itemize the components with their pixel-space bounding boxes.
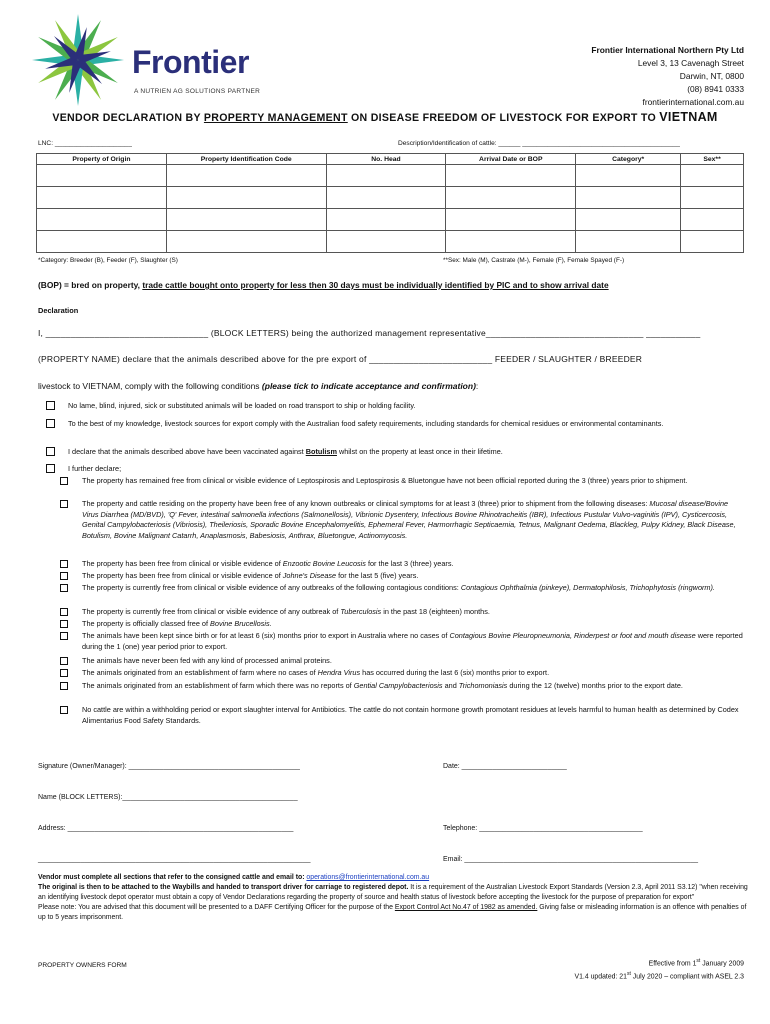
condition-checkbox[interactable] (46, 464, 55, 473)
sub-condition-checkbox[interactable] (60, 620, 68, 628)
header-no-head: No. Head (326, 154, 446, 165)
lnc-field[interactable]: LNC: _____________________ (38, 140, 132, 147)
condition-checkbox[interactable] (46, 419, 55, 428)
sub-condition-checkbox[interactable] (60, 682, 68, 690)
table-cell[interactable] (37, 231, 167, 253)
address-line-2-field[interactable]: ______________________________________________________________________ (38, 856, 311, 863)
bop-note: (BOP) = bred on property, trade cattle bought onto property for less then 30 days must be individually identified by PIC and to show arrival date (38, 280, 609, 290)
table-row (37, 187, 744, 209)
email-field[interactable]: Email: ____________________________________________________________ (443, 856, 698, 863)
condition-item: I declare that the animals described above have been vaccinated against Botulism whilst on the property at least once in their lifetime. (46, 447, 746, 458)
table-row (37, 165, 744, 187)
table-cell[interactable] (37, 187, 167, 209)
table-cell[interactable] (576, 187, 681, 209)
table-cell[interactable] (681, 209, 744, 231)
table-cell[interactable] (166, 165, 326, 187)
logo-tagline: A NUTRIEN AG SOLUTIONS PARTNER (134, 88, 261, 95)
sub-condition-checkbox[interactable] (60, 608, 68, 616)
sub-condition-checkbox[interactable] (60, 657, 68, 665)
table-cell[interactable] (576, 209, 681, 231)
table-cell[interactable] (446, 187, 576, 209)
sub-condition-checkbox[interactable] (60, 477, 68, 485)
table-cell[interactable] (326, 187, 446, 209)
version-updated: V1.4 updated: 21st July 2020 – compliant with ASEL 2.3 (574, 971, 744, 981)
table-row (37, 231, 744, 253)
declaration-heading: Declaration (38, 306, 79, 315)
sub-condition-checkbox[interactable] (60, 584, 68, 592)
document-title: VENDOR DECLARATION BY PROPERTY MANAGEMENT ON DISEASE FREEDOM OF LIVESTOCK FOR EXPORT TO VIETNAM (52, 110, 718, 124)
email-instruction: Vendor must complete all sections that refer to the consigned cattle and email to: operations@frontierinternational.com.au (38, 874, 430, 881)
company-phone: (08) 8941 0333 (687, 84, 744, 94)
table-cell[interactable] (446, 209, 576, 231)
telephone-field[interactable]: Telephone: __________________________________________ (443, 825, 643, 832)
condition-item: No lame, blind, injured, sick or substituted animals will be loaded on road transport to ship or holding facility. (46, 401, 746, 412)
sub-condition-checkbox[interactable] (60, 500, 68, 508)
table-cell[interactable] (326, 165, 446, 187)
sub-condition-item: The property has been free from clinical or visible evidence of Johne's Disease for the last 5 (five) years. (60, 571, 746, 582)
table-cell[interactable] (576, 165, 681, 187)
operations-email-link[interactable]: operations@frontierinternational.com.au (306, 874, 430, 881)
table-cell[interactable] (326, 209, 446, 231)
sub-condition-item: No cattle are within a withholding period or export slaughter interval for Antibiotics. The cattle do not contain hormone growth promotant residues at levels harmful to human health as determined by Codex Alimentarius Food Safety Standards. (60, 705, 746, 726)
sub-condition-item: The animals originated from an establishment of farm where no cases of Hendra Virus has occurred during the last 6 (six) months prior to export. (60, 668, 746, 679)
company-address (591, 44, 744, 109)
address-line: Darwin, NT, 0800 (679, 71, 744, 81)
table-cell[interactable] (37, 165, 167, 187)
sub-condition-item: The property has been free from clinical or visible evidence of Enzootic Bovine Leucosis for the last 3 (three) years. (60, 559, 746, 570)
address-line: Level 3, 13 Cavenagh Street (637, 58, 744, 68)
header-category: Category* (576, 154, 681, 165)
table-cell[interactable] (37, 209, 167, 231)
sub-condition-checkbox[interactable] (60, 632, 68, 640)
table-cell[interactable] (681, 231, 744, 253)
sub-condition-item: The property and cattle residing on the property have been free of any known outbreaks or clinical symptoms for at least 3 (three) prior to shipment from the following diseases: Mucosal disease/Bovine Virus Diarrhea (MD/BVD), 'Q' Fever, intestinal salmonella infections (Salmonellosis), Vibrionic Dysentery, Infectious Bovine Rhinotracheitis (IBR), Infectious Pustular Vulvo-vaginitis (IPV), Cysticercosis, Genital Campylobacteriosis (Vibriosis), Theileriosis, Sporadic Bovine Encephalomyelitis, Ephemeral Fever, Harmorrhagic Septicaemia, Tetnus, Malignant Oedema, Blackleg, Pulpy Kidney, Black Disease, Botulism, Bovine Malignant Catarrh, Anaplasmosis, Babesiosis, Anthrax, Bluetongue, Actinomycosis. (60, 499, 746, 541)
header-arrival-date: Arrival Date or BOP (446, 154, 576, 165)
sub-condition-item: The animals have never been fed with any kind of processed animal proteins. (60, 656, 746, 667)
sub-condition-checkbox[interactable] (60, 560, 68, 568)
sub-condition-item: The property is currently free from clinical or visible evidence of any outbreak of Tuberculosis in the past 18 (eighteen) months. (60, 607, 746, 618)
table-row (37, 209, 744, 231)
table-header-row (37, 154, 744, 165)
effective-date: Effective from 1st January 2009 (648, 958, 744, 968)
company-website: frontierinternational.com.au (642, 97, 744, 107)
frontier-logo (28, 10, 278, 110)
condition-item: I further declare; (46, 464, 746, 475)
waybill-instruction: The original is then to be attached to the Waybills and handed to transport driver for carriage to registered depot. It is a requirement of the Australian Livestock Export Standards (Version 2.3, April 2011 S3.12) "when receiving an identifying livestock depot operator must obtain a copy of Vendor Declarations regarding the property of source and health status of livestock before accepting the livestock for the purpose of preparation for export" (38, 884, 748, 901)
sex-note: **Sex: Male (M), Castrate (M-), Female (F), Female Spayed (F-) (443, 257, 625, 264)
frontier-star-icon (28, 10, 128, 110)
version-info (574, 956, 744, 983)
sub-condition-item: The property is officially classed free of Bovine Brucellosis. (60, 619, 746, 630)
category-note: *Category: Breeder (B), Feeder (F), Slaughter (S) (38, 257, 178, 264)
sub-condition-item: The property has remained free from clinical or visible evidence of Leptospirosis and Leptospirosis & Bluetongue have not been official reported during the 3 (three) years prior to shipment. (60, 476, 746, 487)
sub-condition-checkbox[interactable] (60, 706, 68, 714)
table-cell[interactable] (681, 165, 744, 187)
date-field[interactable]: Date: ___________________________ (443, 763, 567, 770)
name-field[interactable]: Name (BLOCK LETTERS):_____________________________________________ (38, 794, 298, 801)
table-cell[interactable] (166, 209, 326, 231)
condition-checkbox[interactable] (46, 401, 55, 410)
table-cell[interactable] (326, 231, 446, 253)
company-name: Frontier International Northern Pty Ltd (591, 45, 744, 55)
cattle-description-field[interactable]: Description/Identification of cattle: ______ ___________________________________________ (398, 140, 680, 147)
table-cell[interactable] (576, 231, 681, 253)
sub-condition-checkbox[interactable] (60, 669, 68, 677)
property-table (36, 153, 744, 253)
header-property-of-origin: Property of Origin (37, 154, 167, 165)
table-cell[interactable] (446, 231, 576, 253)
sub-condition-item: The animals have been kept since birth or for at least 6 (six) months prior to export in Australia where no cases of Contagious Bovine Pleuropneumonia, Rinderpest or foot and mouth disease were reported during the 1 (one) year period prior to export. (60, 631, 746, 652)
legal-notice: Please note: You are advised that this document will be presented to a DAFF Certifying Officer for the purpose of the Export Control Act No.47 of 1982 as amended. Giving false or misleading information is an offence with penalties of up to 5 years imprisonment. (38, 904, 747, 921)
sub-condition-item: The property is currently free from clinical or visible evidence of any outbreaks of the following contagious conditions: Contagious Ophthalmia (pinkeye), Dermatophilosis, Trichophytosis (ringworm). (60, 583, 746, 594)
sub-condition-item: The animals originated from an establishment of farm which there was no reports of Gential Campylobacteriosis and Trichomoniasis during the 12 (twelve) months prior to the export date. (60, 681, 746, 692)
form-name: PROPERTY OWNERS FORM (38, 962, 127, 969)
table-cell[interactable] (681, 187, 744, 209)
table-cell[interactable] (166, 187, 326, 209)
table-cell[interactable] (446, 165, 576, 187)
signature-field[interactable]: Signature (Owner/Manager): ____________________________________________ (38, 763, 300, 770)
logo-wordmark: Frontier (132, 44, 249, 80)
declaration-name-line[interactable]: I, _________________________________ (BLOCK LETTERS) being the authorized management representative________________________________ ___________ (38, 328, 701, 338)
declaration-property-line[interactable]: (PROPERTY NAME) declare that the animals described above for the pre export of _________________________ FEEDER / SLAUGHTER / BREEDER (38, 354, 643, 364)
declaration-conditions-line: livestock to VIETNAM, comply with the following conditions (please tick to indicate acceptance and confirmation): (38, 381, 479, 391)
sub-condition-checkbox[interactable] (60, 572, 68, 580)
footer-notes (38, 873, 748, 923)
header-property-id-code: Property Identification Code (166, 154, 326, 165)
table-cell[interactable] (166, 231, 326, 253)
header-sex: Sex** (681, 154, 744, 165)
condition-checkbox[interactable] (46, 447, 55, 456)
address-field[interactable]: Address: __________________________________________________________ (38, 825, 294, 832)
condition-item: To the best of my knowledge, livestock sources for export comply with the Australian food safety requirements, including standards for chemical residues or environmental contaminants. (46, 419, 746, 430)
